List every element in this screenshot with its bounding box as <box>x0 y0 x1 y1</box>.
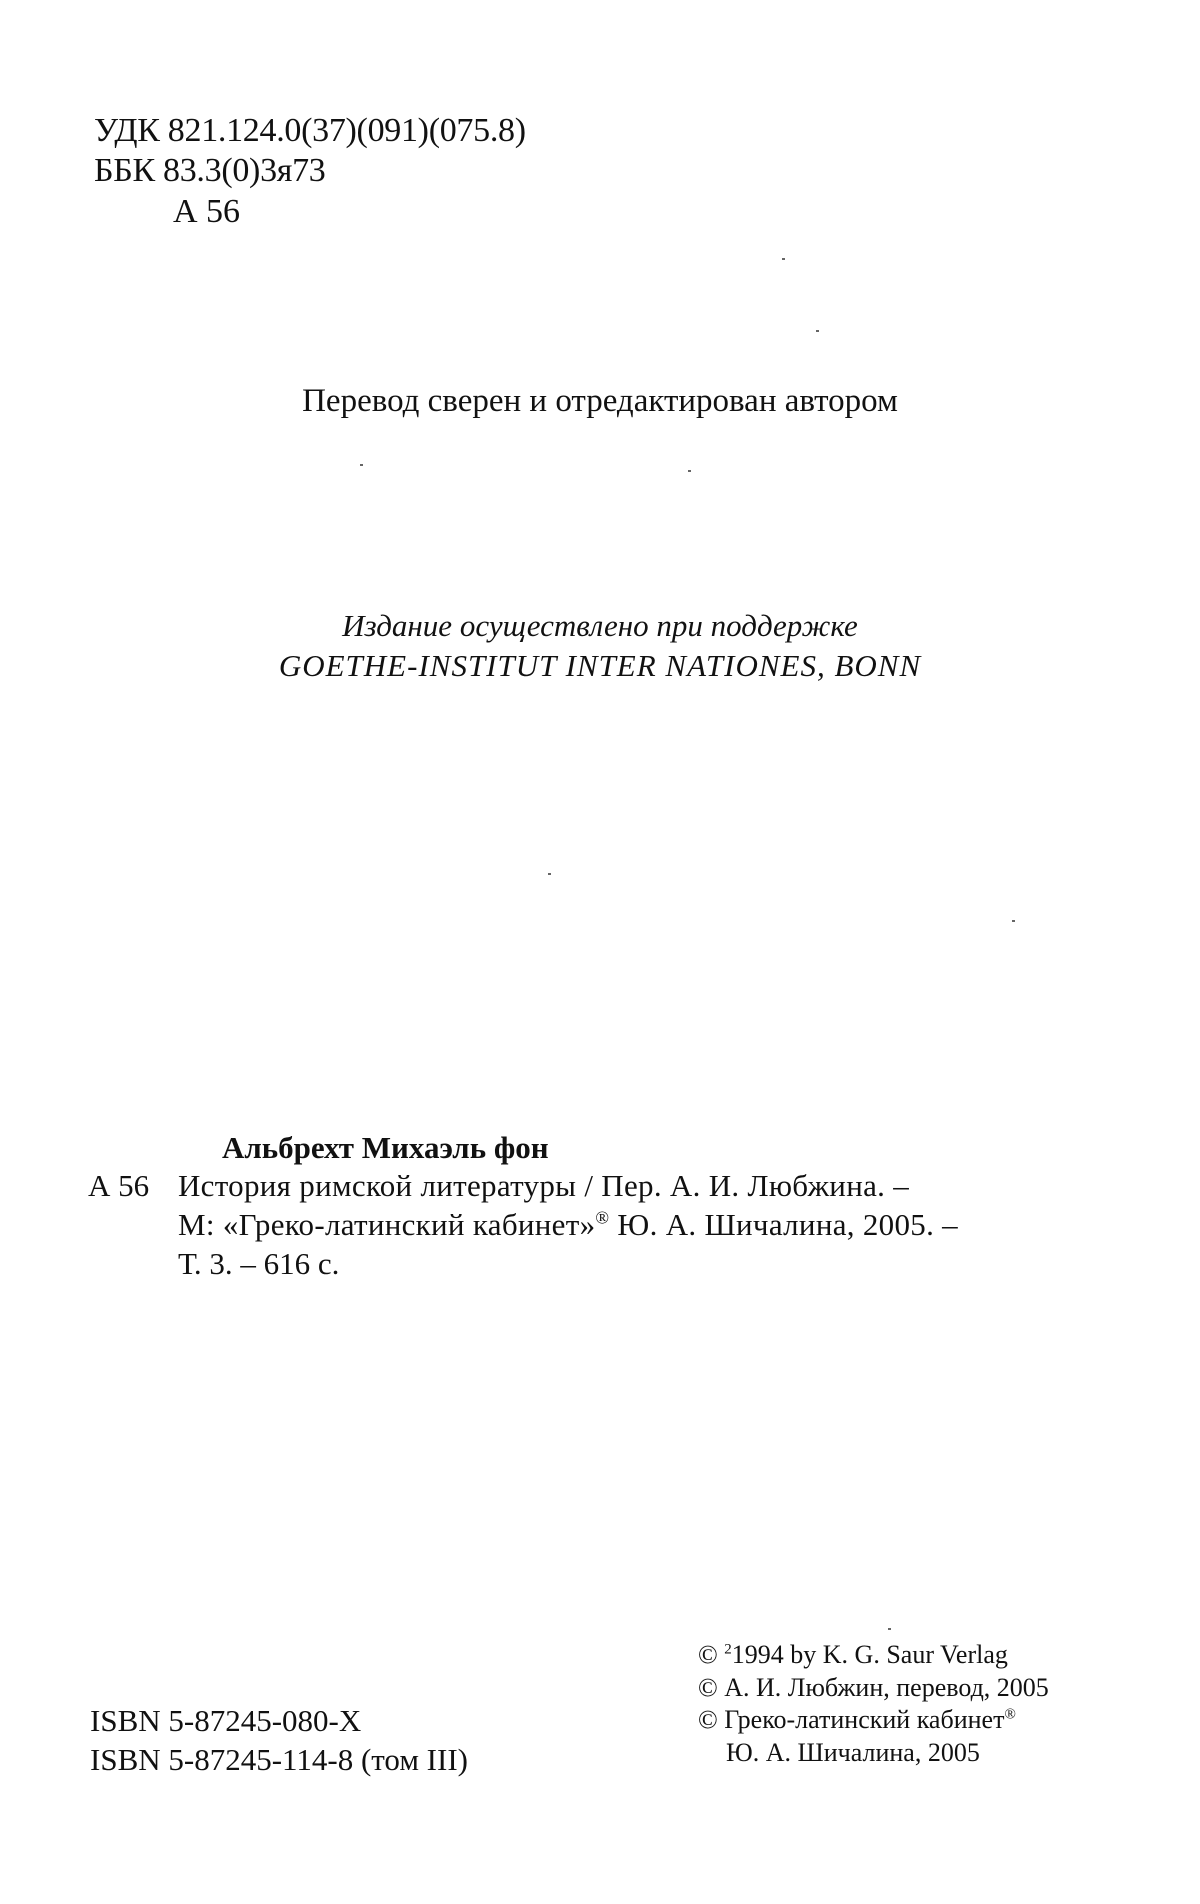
copyright-publisher-text: © Греко-латинский кабинет <box>698 1705 1005 1734</box>
entry-publisher-text: М: «Греко-латинский кабинет» <box>178 1207 596 1242</box>
author-code: А 56 <box>173 193 241 230</box>
isbn-volume: ISBN 5-87245-114-8 (том III) <box>90 1742 468 1777</box>
scan-speck <box>1012 920 1015 922</box>
copyright-original <box>698 1640 1008 1670</box>
entry-code: А 56 <box>88 1168 150 1203</box>
copyright-publisher-owner: Ю. А. Шичалина, 2005 <box>726 1738 980 1767</box>
scan-speck <box>548 873 551 875</box>
registered-mark: ® <box>595 1207 610 1228</box>
entry-volume-line: Т. 3. – 616 с. <box>178 1246 340 1281</box>
support-statement: Издание осуществлено при поддержке <box>342 608 858 643</box>
scan-speck <box>816 330 819 332</box>
bbk-code: ББК 83.3(0)3я73 <box>94 152 326 189</box>
copyright-translation: © А. И. Любжин, перевод, 2005 <box>698 1673 1049 1702</box>
edition-superscript: 2 <box>724 1641 732 1658</box>
copyright-publisher <box>698 1705 1016 1735</box>
entry-title-line: История римской литературы / Пер. А. И. Любжина. – <box>178 1168 910 1203</box>
author-name: Альбрехт Михаэль фон <box>222 1130 549 1165</box>
translation-note: Перевод сверен и отредактирован автором <box>302 383 898 419</box>
entry-publisher-rest: Ю. А. Шичалина, 2005. – <box>609 1207 958 1242</box>
udk-code: УДК 821.124.0(37)(091)(075.8) <box>94 112 526 149</box>
registered-mark: ® <box>1004 1706 1016 1723</box>
copyright-original-text: 1994 by K. G. Saur Verlag <box>731 1640 1008 1669</box>
scan-speck <box>888 1628 891 1630</box>
isbn-set: ISBN 5-87245-080-X <box>90 1703 362 1738</box>
scan-speck <box>688 470 691 472</box>
sponsor-name: GOETHE-INSTITUT INTER NATIONES, BONN <box>278 648 922 683</box>
copyright-symbol: © <box>698 1640 725 1669</box>
scan-speck <box>782 258 785 260</box>
scan-speck <box>360 464 363 466</box>
entry-publisher-line <box>178 1207 958 1243</box>
